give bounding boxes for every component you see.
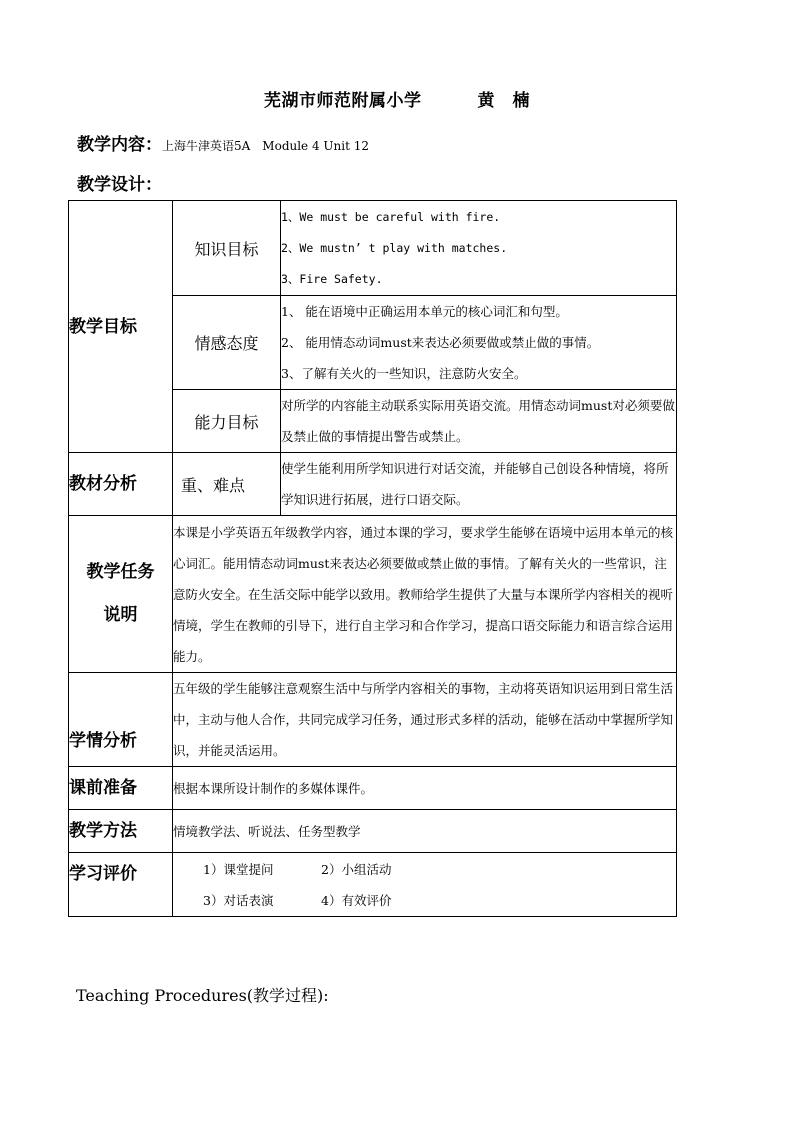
method-label: 教学方法: [69, 810, 173, 853]
knowledge-label: 知识目标: [173, 201, 281, 296]
table-row: [69, 453, 677, 516]
students-label: 学情分析: [69, 673, 173, 767]
content-label: 教学内容：: [77, 135, 162, 155]
list-item: 2、 能用情态动词must来表达必须要做或禁止做的事情。: [281, 335, 600, 350]
task-label-line1: 教学任务: [86, 562, 155, 582]
list-item: 3、Fire Safety.: [281, 271, 383, 286]
analysis-label: 教材分析: [69, 453, 173, 516]
ability-label: 能力目标: [173, 390, 281, 453]
students-text: 五年级的学生能够注意观察生活中与所学内容相关的事物，主动将英语知识运用到日常生活中，主动与他人合作，共同完成学习任务，通过形式多样的活动，能够在活动中掌握所学知识，并能灵活运用。: [173, 673, 677, 767]
table-row: [69, 767, 677, 810]
school-name: 芜湖市师范附属小学: [264, 91, 422, 111]
list-item: 3、了解有关火的一些知识，注意防火安全。: [281, 366, 527, 381]
analysis-text: 使学生能利用所学知识进行对话交流，并能够自己创设各种情境，将所学知识进行拓展，进行口语交际。: [281, 453, 677, 516]
evaluation-item: 4）有效评价: [321, 892, 392, 908]
prep-label: 课前准备: [69, 767, 173, 810]
list-item: 1、 能在语境中正确运用本单元的核心词汇和句型。: [281, 304, 568, 319]
objectives-label: 教学目标: [69, 201, 173, 453]
task-label-line2: 说明: [103, 605, 138, 625]
teacher-name: 黄 楠: [477, 91, 530, 111]
table-row: [69, 516, 677, 673]
table-row: [69, 201, 677, 296]
task-text: 本课是小学英语五年级教学内容，通过本课的学习，要求学生能够在语境中运用本单元的核心词汇。能用情态动词must来表达必须要做或禁止做的事情。了解有关火的一些常识，注意防火安全。在生活交际中能学以致用。教师给学生提供了大量与本课所学内容相关的视听情境，学生在教师的引导下，进行自主学习和合作学习，提高口语交际能力和语言综合运用能力。: [173, 516, 677, 673]
list-item: 1、We must be careful with fire.: [281, 209, 501, 224]
list-item: 2、We mustn’ t play with matches.: [281, 240, 508, 255]
content-value: 上海牛津英语5A Module 4 Unit 12: [162, 139, 370, 153]
table-row: [69, 810, 677, 853]
document-title: [0, 86, 794, 111]
evaluation-item: 1）课堂提问: [203, 861, 274, 877]
method-text: 情境教学法、听说法、任务型教学: [173, 810, 677, 853]
ability-text: 对所学的内容能主动联系实际用英语交流。用情态动词must对必须要做及禁止做的事情提出警告或禁止。: [281, 390, 677, 453]
lesson-plan-table: [68, 200, 677, 917]
knowledge-items: [281, 201, 677, 296]
teaching-procedures-heading: Teaching Procedures(教学过程):: [76, 986, 329, 1005]
table-row: [69, 673, 677, 767]
analysis-sub: 重、难点: [173, 453, 281, 516]
evaluation-label: 学习评价: [69, 853, 173, 917]
emotion-label: 情感态度: [173, 296, 281, 390]
design-label: 教学设计：: [77, 175, 162, 195]
evaluation-items: [173, 853, 677, 917]
content-line: [77, 130, 369, 155]
evaluation-item: 3）对话表演: [203, 892, 274, 908]
evaluation-item: 2）小组活动: [321, 861, 392, 877]
prep-text: 根据本课所设计制作的多媒体课件。: [173, 767, 677, 810]
emotion-items: [281, 296, 677, 390]
task-label: [69, 516, 173, 673]
table-row: [69, 853, 677, 917]
